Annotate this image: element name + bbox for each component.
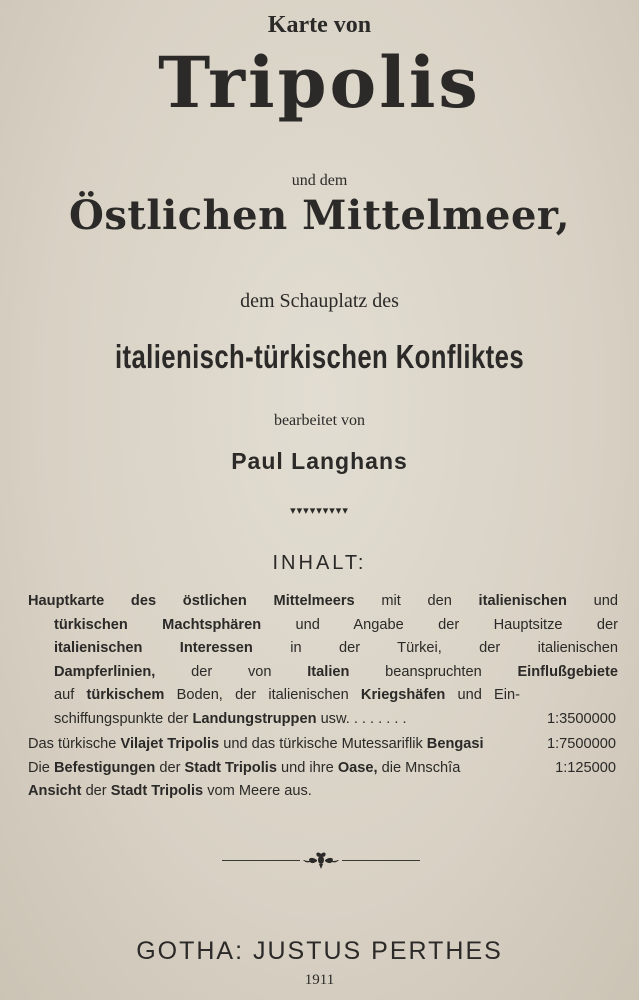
text-run: Befestigungen (53, 759, 156, 776)
contents-item-befestigungen (28, 757, 618, 781)
author-name: Paul Langhans (231, 448, 408, 474)
contents-line (28, 684, 520, 708)
contents-item-ansicht (28, 780, 618, 804)
text-run: auf (54, 687, 87, 703)
title-line-und-dem: und dem (291, 172, 348, 189)
text-run: Landungstruppen (192, 710, 317, 727)
contents-item-main-map (28, 590, 618, 731)
text-run: mit den (354, 593, 479, 609)
contents-line (28, 661, 618, 685)
contents-line (28, 757, 618, 781)
text-run: in der Türkei, der italienischen (252, 640, 618, 656)
floral-ornament-icon (302, 850, 340, 870)
text-run: Oase, (337, 759, 378, 776)
contents-line (28, 590, 618, 614)
contents-heading: INHALT: (272, 552, 367, 574)
contents-line (28, 637, 618, 661)
contents-line (28, 614, 618, 638)
title-line-bearbeitet: bearbeitet von (273, 412, 366, 429)
text-run: Stadt Tripolis (184, 759, 277, 776)
divider-rule-left (222, 860, 300, 861)
text-run: Bengasi (426, 736, 484, 752)
contents-item-vilajet (28, 733, 618, 757)
scale-value: 1:125000 (555, 759, 616, 776)
text-run: Kriegshäfen (360, 687, 446, 703)
contents-line (28, 733, 618, 757)
text-run: Italien (307, 663, 350, 680)
text-run: italienischen Interessen (54, 640, 253, 656)
text-run: türkischem (86, 687, 165, 703)
contents-list (28, 590, 618, 804)
text-run: Dampferlinien, (54, 663, 156, 680)
text-run: Die (28, 759, 54, 776)
text-run: italienischen (478, 593, 567, 609)
text-run: der (155, 759, 185, 776)
text-run: Boden, der italienischen (164, 687, 361, 703)
text-run: der (81, 783, 111, 799)
triangle-ornament-icon: ▾▾▾▾▾▾▾▾▾ (290, 505, 349, 517)
text-run: Einflußgebiete (517, 663, 618, 680)
text-run: und Angabe der Hauptsitze der (261, 616, 618, 633)
text-run: die Mnschîa (377, 759, 461, 776)
title-tripolis: Tripolis (158, 41, 481, 124)
text-run: Das türkische (28, 736, 121, 752)
text-run: und Ein- (445, 687, 520, 703)
text-run: und ihre (276, 759, 338, 776)
title-konfliktes: italienisch-türkischen Konfliktes (114, 338, 525, 375)
text-run: Hauptkarte des östlichen Mittelmeers (28, 593, 355, 609)
divider-rule-right (342, 860, 420, 861)
text-run: und (566, 593, 618, 609)
scale-value: 1:3500000 (547, 710, 616, 727)
title-line-schauplatz: dem Schauplatz des (240, 290, 399, 312)
title-oestlichen-mittelmeer: Östlichen Mittelmeer, (68, 192, 570, 239)
text-run: türkischen Machtsphären (54, 616, 262, 633)
text-run: usw. . . . . . . . (316, 710, 407, 727)
scale-value: 1:7500000 (547, 736, 616, 752)
contents-line (28, 780, 618, 804)
text-run: schiffungspunkte der (54, 710, 193, 727)
text-run: vom Meere aus. (203, 783, 312, 799)
publisher-line: GOTHA: JUSTUS PERTHES (136, 937, 503, 965)
text-run: Ansicht (28, 783, 82, 799)
text-run: Stadt Tripolis (110, 783, 204, 799)
contents-line (28, 708, 618, 732)
title-line-karte-von: Karte von (267, 12, 372, 38)
publication-year: 1911 (304, 972, 335, 988)
text-run: der von (155, 663, 308, 680)
text-run: und das türkische Mutessariflik (219, 736, 427, 752)
text-run: beanspruchten (349, 663, 518, 680)
text-run: Vilajet Tripolis (120, 736, 220, 752)
